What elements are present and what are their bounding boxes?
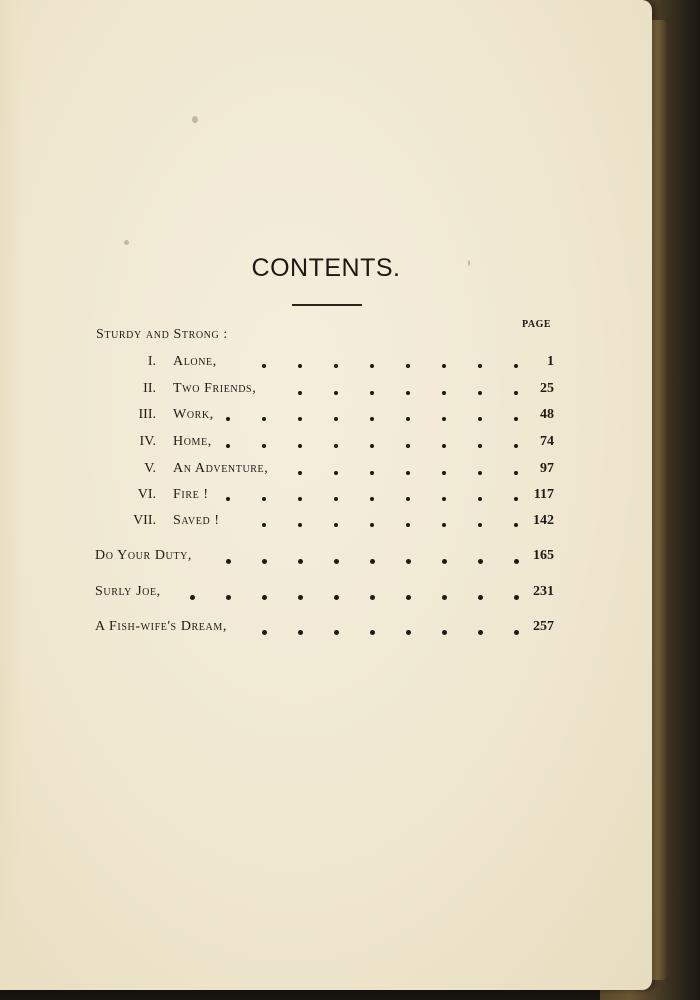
dot-leader bbox=[334, 444, 338, 448]
chapter-title: An Adventure, bbox=[173, 461, 269, 476]
dot-leader bbox=[478, 523, 482, 527]
dot-leader bbox=[262, 497, 266, 501]
chapter-page: 74 bbox=[540, 434, 554, 449]
chapter-title: Saved ! bbox=[173, 513, 220, 528]
dot-leader bbox=[442, 497, 446, 501]
chapter-page: 97 bbox=[540, 461, 554, 476]
dot-leader bbox=[190, 595, 195, 600]
dot-leader bbox=[298, 391, 302, 395]
chapter-page: 142 bbox=[533, 513, 554, 528]
dot-leader bbox=[514, 444, 518, 448]
dot-leader bbox=[262, 364, 266, 368]
dot-leader bbox=[226, 444, 230, 448]
dot-leader bbox=[370, 497, 374, 501]
dot-leader bbox=[442, 444, 446, 448]
dot-leader bbox=[514, 595, 519, 600]
dot-leader bbox=[406, 497, 410, 501]
dot-leader bbox=[370, 417, 374, 421]
dot-leader bbox=[226, 417, 230, 421]
chapter-page: 48 bbox=[540, 407, 554, 422]
toc-entry-chapter[interactable] bbox=[0, 434, 652, 458]
dot-leader bbox=[298, 630, 303, 635]
toc-entry-chapter[interactable] bbox=[0, 513, 652, 537]
dot-leader bbox=[334, 523, 338, 527]
toc-entry-story[interactable] bbox=[0, 548, 652, 572]
chapter-page: 25 bbox=[540, 381, 554, 396]
dot-leader bbox=[226, 595, 231, 600]
dot-leader bbox=[442, 630, 447, 635]
dot-leader bbox=[370, 559, 375, 564]
chapter-number: II. bbox=[143, 381, 156, 396]
dot-leader bbox=[298, 595, 303, 600]
dot-leader bbox=[262, 595, 267, 600]
dot-leader bbox=[298, 417, 302, 421]
dot-leader bbox=[262, 523, 266, 527]
chapter-title: Home, bbox=[173, 434, 212, 449]
chapter-number: I. bbox=[147, 354, 156, 369]
toc-entry-chapter[interactable] bbox=[0, 461, 652, 485]
dot-leader bbox=[334, 364, 338, 368]
dot-leader bbox=[334, 595, 339, 600]
dot-leader bbox=[334, 391, 338, 395]
dot-leader bbox=[334, 630, 339, 635]
dot-leader bbox=[370, 444, 374, 448]
dot-leader bbox=[298, 523, 302, 527]
dot-leader bbox=[262, 559, 267, 564]
dot-leader bbox=[334, 497, 338, 501]
dot-leader bbox=[370, 391, 374, 395]
dot-leader bbox=[298, 471, 302, 475]
paper-fleck bbox=[192, 116, 198, 123]
toc-entry-chapter[interactable] bbox=[0, 487, 652, 511]
dot-leader bbox=[514, 497, 518, 501]
chapter-number: VI. bbox=[137, 487, 156, 502]
chapter-number: V. bbox=[144, 461, 156, 476]
dot-leader bbox=[406, 471, 410, 475]
dot-leader bbox=[334, 471, 338, 475]
dot-leader bbox=[298, 497, 302, 501]
dot-leader bbox=[370, 523, 374, 527]
story-page: 165 bbox=[533, 548, 554, 563]
dot-leader bbox=[406, 559, 411, 564]
dot-leader bbox=[478, 471, 482, 475]
chapter-page: 1 bbox=[547, 354, 554, 369]
part-title: Sturdy and Strong : bbox=[96, 327, 228, 342]
story-title: A Fish-wife's Dream, bbox=[95, 619, 227, 634]
dot-leader bbox=[406, 595, 411, 600]
dot-leader bbox=[514, 391, 518, 395]
dot-leader bbox=[442, 559, 447, 564]
chapter-title: Fire ! bbox=[173, 487, 209, 502]
dot-leader bbox=[406, 523, 410, 527]
dot-leader bbox=[514, 364, 518, 368]
contents-heading: CONTENTS. bbox=[251, 254, 401, 282]
story-page: 257 bbox=[533, 619, 554, 634]
dot-leader bbox=[262, 417, 266, 421]
dot-leader bbox=[478, 497, 482, 501]
toc-entry-story[interactable] bbox=[0, 619, 652, 643]
dot-leader bbox=[334, 417, 338, 421]
dot-leader bbox=[226, 559, 231, 564]
paper-fleck bbox=[124, 240, 129, 245]
dot-leader bbox=[514, 471, 518, 475]
dot-leader bbox=[370, 630, 375, 635]
story-page: 231 bbox=[533, 584, 554, 599]
dot-leader bbox=[406, 630, 411, 635]
chapter-title: Alone, bbox=[173, 354, 217, 369]
page-column-label: PAGE bbox=[522, 319, 552, 330]
dot-leader bbox=[478, 630, 483, 635]
dot-leader bbox=[406, 364, 410, 368]
toc-entry-chapter[interactable] bbox=[0, 407, 652, 431]
dot-leader bbox=[442, 595, 447, 600]
dot-leader bbox=[514, 523, 518, 527]
chapter-number: III. bbox=[138, 407, 156, 422]
dot-leader bbox=[514, 630, 519, 635]
story-title: Do Your Duty, bbox=[95, 548, 192, 563]
dot-leader bbox=[478, 364, 482, 368]
dot-leader bbox=[226, 497, 230, 501]
dot-leader bbox=[406, 417, 410, 421]
dot-leader bbox=[478, 559, 483, 564]
dot-leader bbox=[370, 595, 375, 600]
dot-leader bbox=[478, 417, 482, 421]
chapter-number: IV. bbox=[139, 434, 156, 449]
dot-leader bbox=[442, 391, 446, 395]
dot-leader bbox=[478, 595, 483, 600]
dot-leader bbox=[298, 559, 303, 564]
dot-leader bbox=[442, 523, 446, 527]
chapter-page: 117 bbox=[533, 487, 554, 502]
heading-rule bbox=[292, 304, 362, 306]
dot-leader bbox=[478, 444, 482, 448]
dot-leader bbox=[262, 444, 266, 448]
dot-leader bbox=[442, 417, 446, 421]
dot-leader bbox=[406, 391, 410, 395]
dot-leader bbox=[514, 559, 519, 564]
dot-leader bbox=[478, 391, 482, 395]
dot-leader bbox=[334, 559, 339, 564]
story-title: Surly Joe, bbox=[95, 584, 161, 599]
toc-entry-chapter[interactable] bbox=[0, 381, 652, 405]
dot-leader bbox=[442, 364, 446, 368]
dot-leader bbox=[406, 444, 410, 448]
dot-leader bbox=[514, 417, 518, 421]
dot-leader bbox=[370, 471, 374, 475]
dot-leader bbox=[262, 630, 267, 635]
dot-leader bbox=[298, 364, 302, 368]
toc-entry-story[interactable] bbox=[0, 584, 652, 608]
chapter-title: Work, bbox=[173, 407, 214, 422]
toc-entry-chapter[interactable] bbox=[0, 354, 652, 378]
chapter-number: VII. bbox=[133, 513, 156, 528]
dot-leader bbox=[442, 471, 446, 475]
chapter-title: Two Friends, bbox=[173, 381, 257, 396]
dot-leader bbox=[370, 364, 374, 368]
dot-leader bbox=[298, 444, 302, 448]
